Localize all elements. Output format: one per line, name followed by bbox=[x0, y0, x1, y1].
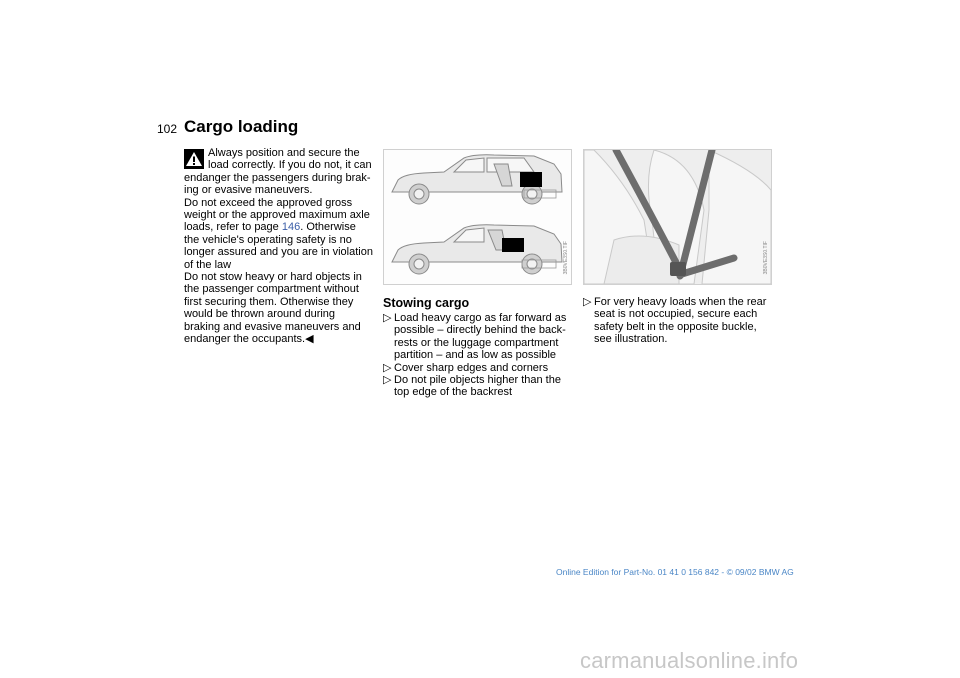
seatbelt-drawing bbox=[584, 150, 771, 284]
car-side-view-bottom bbox=[392, 225, 562, 274]
warning-block bbox=[184, 147, 374, 346]
edition-footer: Online Edition for Part-No. 01 41 0 156 842 - © 09/02 BMW AG bbox=[556, 567, 794, 577]
stowing-cargo-heading: Stowing cargo bbox=[383, 296, 470, 310]
image-code-right: 3B0VE3S0.TIF bbox=[763, 240, 769, 274]
end-mark-icon: ◀ bbox=[305, 333, 314, 346]
warning-text: endanger the passengers during brak-ing or evasive maneuvers. bbox=[184, 171, 371, 197]
warning-weight-paragraph bbox=[184, 197, 374, 271]
bullet-icon: ▷ bbox=[583, 296, 592, 308]
page-146-link[interactable]: 146 bbox=[281, 221, 301, 234]
cargo-illustration bbox=[383, 149, 572, 285]
warning-triangle-icon bbox=[184, 149, 204, 169]
list-item: ▷ For very heavy loads when the rear seat is not occupied, secure each safety belt in the opposite buckle, see illustration. bbox=[583, 296, 767, 346]
bullet-icon: ▷ bbox=[383, 374, 392, 387]
list-item: ▷ Cover sharp edges and corners bbox=[383, 361, 549, 374]
car-cargo-drawing bbox=[384, 150, 571, 284]
page-title: Cargo loading bbox=[184, 117, 299, 136]
page-number: 102 bbox=[157, 122, 178, 136]
cargo-box-bottom bbox=[502, 238, 524, 252]
bullet-icon: ▷ bbox=[383, 361, 392, 374]
warning-intro: Always position and secure the load correctly. If you do not, it can bbox=[208, 147, 372, 172]
belt-buckle bbox=[670, 262, 686, 276]
cargo-box-top bbox=[520, 172, 542, 187]
image-code: 3B0VE3S0.TIF bbox=[563, 240, 569, 274]
warning-stow-text: Do not stow heavy or hard objects in the passenger compartment without first securing them. Otherwise they would be thrown around during braking and evasive maneuvers and endanger the occupants. bbox=[184, 271, 362, 346]
seatbelt-illustration bbox=[583, 149, 772, 285]
heavy-loads-list bbox=[583, 296, 773, 346]
warning-weight-text-end: . Otherwise the vehicle's operating safety is no longer assured and you are in violation of the law bbox=[184, 221, 373, 271]
warning-stow-paragraph bbox=[184, 271, 374, 345]
list-item: ▷ Load heavy cargo as far forward as possible – directly behind the back-rests or the luggage compartment partition – and as low as possible bbox=[383, 312, 567, 362]
watermark: carmanualsonline.info bbox=[580, 648, 799, 673]
bullet-icon: ▷ bbox=[383, 312, 392, 324]
stowing-cargo-list bbox=[383, 312, 573, 399]
warning-weight-text: Do not exceed the approved gross weight or the approved maximum axle loads, refer to page bbox=[184, 196, 370, 234]
list-item: ▷ Do not pile objects higher than the top edge of the backrest bbox=[383, 374, 561, 399]
